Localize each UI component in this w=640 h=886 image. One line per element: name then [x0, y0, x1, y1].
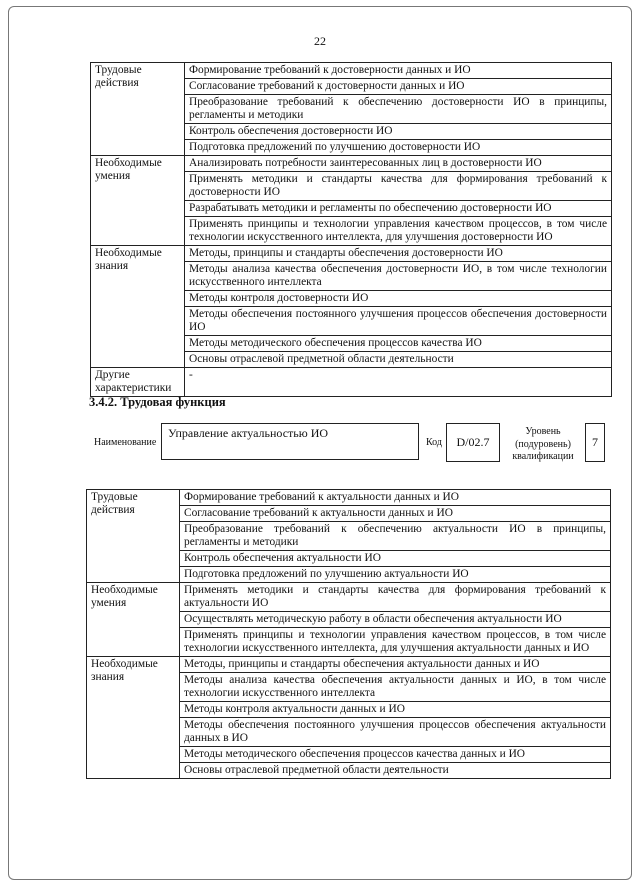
code-label: Код	[426, 437, 442, 448]
row-item: Контроль обеспечения актуальности ИО	[180, 551, 611, 567]
row-item: Осуществлять методическую работу в области обеспечения актуальности ИО	[180, 612, 611, 628]
row-item: Методы анализа качества обеспечения достоверности ИО, в том числе технологии искусственного интеллекта	[185, 262, 612, 291]
table-row	[87, 657, 611, 673]
row-label: Необходимые умения	[87, 583, 180, 657]
level-label-line-3: квалификации	[512, 451, 574, 462]
row-item: Подготовка предложений по улучшению достоверности ИО	[185, 140, 612, 156]
row-item: Согласование требований к достоверности данных и ИО	[185, 79, 612, 95]
table-row	[91, 368, 612, 397]
requirements-table-2	[86, 489, 611, 779]
row-item: Контроль обеспечения достоверности ИО	[185, 124, 612, 140]
code-box	[446, 423, 500, 462]
level-box	[585, 423, 605, 462]
row-item: Методы методического обеспечения процессов качества ИО	[185, 336, 612, 352]
level-value: 7	[592, 435, 598, 449]
row-item: Методы методического обеспечения процессов качества данных и ИО	[180, 747, 611, 763]
row-label: Трудовые действия	[87, 490, 180, 583]
row-item: Основы отраслевой предметной области деятельности	[185, 352, 612, 368]
table-row	[87, 583, 611, 612]
row-item: Согласование требований к актуальности данных и ИО	[180, 506, 611, 522]
row-item: -	[185, 368, 612, 397]
code-value: D/02.7	[456, 435, 490, 449]
level-label-line-1: Уровень	[525, 426, 561, 437]
row-item: Применять методики и стандарты качества для формирования требований к достоверности ИО	[185, 172, 612, 201]
row-item: Методы контроля достоверности ИО	[185, 291, 612, 307]
requirements-table-1	[90, 62, 612, 397]
level-label	[503, 426, 583, 464]
level-label-line-2: (подуровень)	[515, 438, 571, 450]
table-row	[91, 246, 612, 262]
page-number: 22	[314, 34, 326, 48]
row-item: Преобразование требований к обеспечению достоверности ИО в принципы, регламенты и методики	[185, 95, 612, 124]
row-item: Разрабатывать методики и регламенты по обеспечению достоверности ИО	[185, 201, 612, 217]
row-item: Применять методики и стандарты качества для формирования требований к актуальности ИО	[180, 583, 611, 612]
row-item: Методы, принципы и стандарты обеспечения достоверности ИО	[185, 246, 612, 262]
row-label: Необходимые умения	[91, 156, 185, 246]
row-label: Другие характеристики	[91, 368, 185, 397]
row-item: Методы контроля актуальности данных и ИО	[180, 702, 611, 718]
row-item: Методы анализа качества обеспечения актуальности данных и ИО, в том числе технологии искусственного интеллекта	[180, 673, 611, 702]
row-item: Основы отраслевой предметной области деятельности	[180, 763, 611, 779]
name-label: Наименование	[94, 437, 157, 448]
row-label: Необходимые знания	[87, 657, 180, 779]
row-item: Подготовка предложений по улучшению актуальности ИО	[180, 567, 611, 583]
row-item: Методы обеспечения постоянного улучшения процессов обеспечения актуальности данных в ИО	[180, 718, 611, 747]
table-row	[91, 63, 612, 79]
row-item: Формирование требований к актуальности данных и ИО	[180, 490, 611, 506]
row-item: Преобразование требований к обеспечению актуальности ИО в принципы, регламенты и методики	[180, 522, 611, 551]
table-row	[91, 156, 612, 172]
section-title: 3.4.2. Трудовая функция	[89, 395, 226, 409]
function-name-box	[161, 423, 419, 460]
row-item: Применять принципы и технологии управления качеством процессов, в том числе технологии искусственного интеллекта, для улучшения актуальности данных и ИО	[180, 628, 611, 657]
function-name-value: Управление актуальностью ИО	[168, 426, 329, 440]
row-item: Анализировать потребности заинтересованных лиц в достоверности ИО	[185, 156, 612, 172]
row-item: Формирование требований к достоверности данных и ИО	[185, 63, 612, 79]
row-item: Применять принципы и технологии управления качеством процессов, в том числе технологии искусственного интеллекта, для улучшения достоверности ИО	[185, 217, 612, 246]
row-label: Необходимые знания	[91, 246, 185, 368]
row-label: Трудовые действия	[91, 63, 185, 156]
table-row	[87, 490, 611, 506]
row-item: Методы, принципы и стандарты обеспечения актуальности данных и ИО	[180, 657, 611, 673]
row-item: Методы обеспечения постоянного улучшения процессов обеспечения достоверности ИО	[185, 307, 612, 336]
